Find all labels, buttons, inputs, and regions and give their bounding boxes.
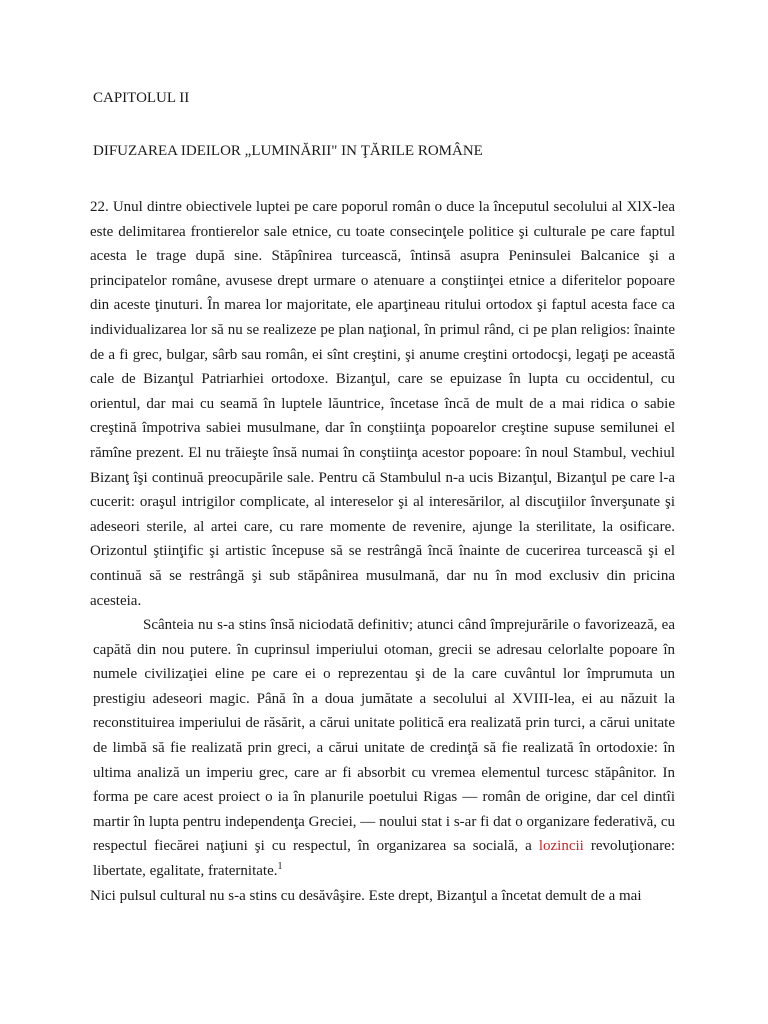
paragraph-scanteia (93, 613, 675, 884)
highlighted-word: lozincii (538, 838, 584, 855)
paragraph-puls-cultural: Nici pulsul cultural nu s-a stins cu desăvâşire. Este drept, Bizanţul a încetat demult de a mai (90, 887, 642, 904)
section-title: DIFUZAREA IDEILOR „LUMINĂRII" IN ŢĂRILE ROMÂNE (93, 143, 483, 159)
paragraph-text: Scânteia nu s-a stins însă niciodată definitiv; atunci când împrejurările o favorizează, ea capătă din nou putere. în cuprinsul imperiului otoman, grecii se adresau celorlalte popoare în numele civilizaţiei eline pe care ei o reprezentau şi de la care cuvântul lor împrumuta un prestigiu adeseori magic. Până în a doua jumătate a secolului al XVIII-lea, ei au năzuit la reconstituirea imperiului de răsărit, a cărui unitate politică era realizată prin turci, a cărui unitate de limbă să fie realizată prin greci, a cărui unitate de credinţă să fie realizată în ortodoxie: în ultima analiză un imperiu grec, care ar fi absorbit cu vremea elementul turcesc stăpânitor. In forma pe care acest proiect o ia în planurile poetului Rigas — român de origine, dar cel dintîi martir în lupta pentru independenţa Greciei, — noului stat i s-ar fi dat o organizare federativă, cu respectul fiecărei naţiuni şi cu respectul, în organizarea sa socială, a (93, 617, 675, 855)
chapter-heading: CAPITOLUL II (93, 90, 190, 106)
paragraph-text-end: revoluţionare: libertate, egalitate, fraternitate. (93, 838, 676, 880)
paragraph-22: 22. Unul dintre obiectivele luptei pe care poporul român o duce la începutul secolului al XlX-lea este delimitarea frontierelor sale etnice, cu toate consecinţele politice şi culturale pe care faptul acesta le trage după sine. Stăpînirea turcească, întinsă asupra Peninsulei Balcanice şi a principatelor române, avusese drept urmare o atenuare a conştiinţei etnice a diferitelor popoare din aceste ţinuturi. În marea lor majoritate, ele aparţineau ritului ortodox şi faptul acesta face ca individualizarea lor să nu se realizeze pe plan naţional, în primul rând, ci pe plan religios: înainte de a fi grec, bulgar, sârb sau român, ei sînt creştini, şi anume creştini ortodocşi, legaţi pe această cale de Bizanţul Patriarhiei ortodoxe. Bizanţul, care se epuizase în lupta cu occidentul, cu orientul, dar mai cu seamă în luptele lăuntrice, încetase încă de mult de a mai ridica o sabie creştină împotriva sabiei musulmane, dar în conştiinţa popoarelor creştine supuse semilunei el rămîne prezent. El nu trăieşte însă numai în conştiinţa acestor popoare: în noul Stambul, vechiul Bizanţ îşi continuă preocupările sale. Pentru că Stambulul n-a ucis Bizanţul, Bizanţul pe care l-a cucerit: oraşul intrigilor complicate, al intereselor şi al interesărilor, al discuţiilor înverşunate şi adeseori sterile, al artei care, cu rare momente de revenire, ajunge la sterilitate, la osificare. Orizontul ştiinţific şi artistic începuse să se restrângă încă înainte de cucerirea turcească şi el continuă să se restrângă şi sub stăpânirea musulmană, dar nu în mod exclusiv din pricina acesteia. (90, 199, 675, 609)
footnote-marker[interactable]: 1 (277, 861, 283, 873)
body-text (90, 195, 676, 908)
